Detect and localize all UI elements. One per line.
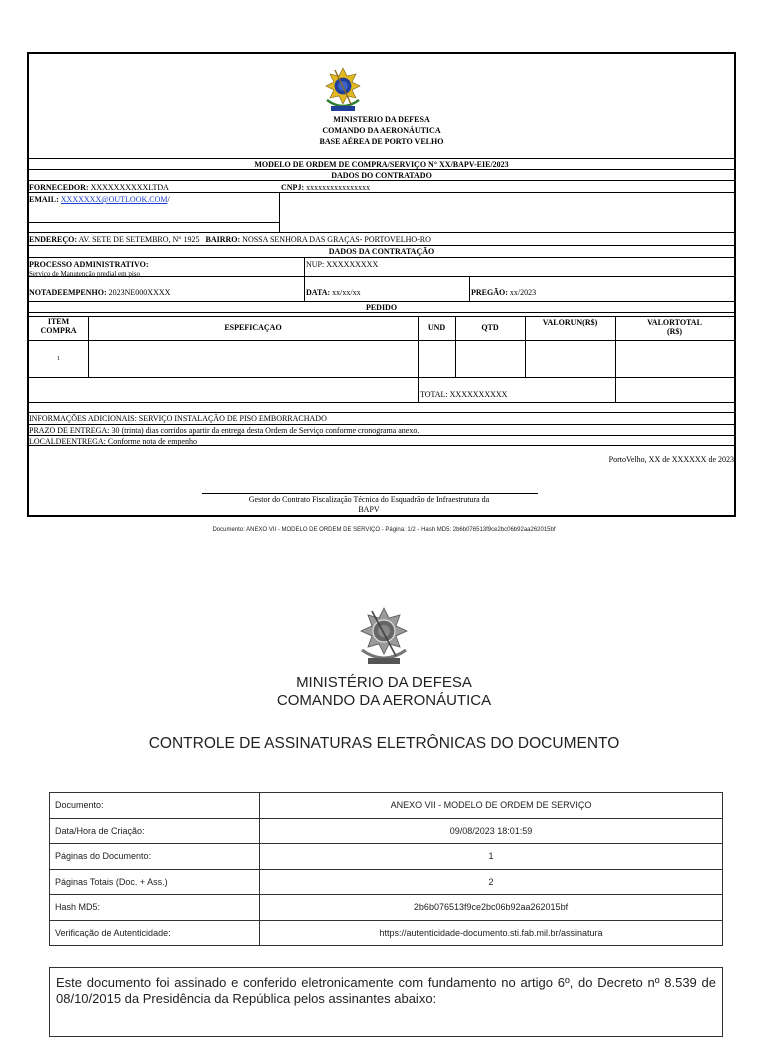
info-row: INFORMAÇÕES ADICIONAIS: SERVIÇO INSTALAÇÃO DE PISO EMBORRACHADO	[29, 414, 327, 423]
col-rs: (R$)	[666, 327, 683, 336]
p2-title: CONTROLE DE ASSINATURAS ELETRÔNICAS DO DOCUMENTO	[148, 735, 620, 752]
fornecedor-row: FORNECEDOR: XXXXXXXXXXLTDA	[29, 183, 169, 192]
table-row	[50, 844, 723, 870]
coat-of-arms-gray-icon	[356, 606, 412, 666]
purchase-order-form	[27, 52, 736, 517]
prazo-row: PRAZO DE ENTREGA: 30 (trinta) dias corridos apartir da entrega desta Ordem de Serviço conforme cronograma anexo.	[29, 426, 420, 435]
cnpj-row: CNPJ: xxxxxxxxxxxxxxxx	[281, 183, 371, 192]
header-line-2: COMANDO DA AERONÁUTICA	[322, 126, 441, 135]
legal-note: Este documento foi assinado e conferido eletronicamente com fundamento no artigo 6º, do Decreto nº 8.539 de 08/10/2015 da Presidência da República pelos assinantes abaixo:	[49, 967, 723, 1037]
table-row	[50, 920, 723, 946]
table-row	[50, 818, 723, 844]
row-label: Páginas Totais (Doc. + Ass.)	[50, 869, 260, 895]
col-especificacao: ESPEFICAÇAO	[224, 323, 282, 332]
row-label: Páginas do Documento:	[50, 844, 260, 870]
item-number: 1	[57, 356, 60, 362]
nup-row: NUP: XXXXXXXXX	[306, 260, 379, 269]
data-row: DATA: xx/xx/xx	[306, 288, 361, 297]
row-label: Verificação de Autenticidade:	[50, 920, 260, 946]
section-contratacao: DADOS DA CONTRATAÇÃO	[328, 247, 435, 256]
col-item: ITEM	[47, 317, 70, 326]
pregao-row: PREGÃO: xx/2023	[471, 288, 537, 297]
row-value: 2	[260, 869, 723, 895]
brazil-coat-of-arms-icon	[323, 66, 363, 114]
signature-control-table	[49, 792, 723, 946]
p2-command: COMANDO DA AERONÁUTICA	[276, 692, 492, 709]
section-contratado: DADOS DO CONTRATADO	[331, 171, 432, 180]
nota-empenho-row: NOTADEEMPENHO: 2023NE000XXXX	[29, 288, 171, 297]
email-link[interactable]: XXXXXXX@OUTLOOK.COM	[60, 195, 168, 204]
row-value: 2b6b076513f9ce2bc06b92aa262015bf	[260, 895, 723, 921]
row-label: Data/Hora de Criação:	[50, 818, 260, 844]
total-row: TOTAL: XXXXXXXXXX	[420, 390, 508, 399]
table-row	[50, 869, 723, 895]
table-row	[50, 895, 723, 921]
endereco-row: ENDEREÇO: AV. SETE DE SETEMBRO, N° 1925 BAIRRO: NOSSA SENHORA DAS GRAÇAS- PORTOVELHO-RO	[29, 235, 431, 244]
signature-line-2: BAPV	[358, 505, 380, 514]
row-value: 09/08/2023 18:01:59	[260, 818, 723, 844]
row-label: Documento:	[50, 793, 260, 819]
processo-label: PROCESSO ADMINISTRATIVO:	[29, 260, 149, 269]
row-value: ANEXO VII - MODELO DE ORDEM DE SERVIÇO	[260, 793, 723, 819]
col-qtd: QTD	[481, 323, 499, 332]
signature-line	[202, 493, 538, 494]
signature-line-1: Gestor do Contrato Fiscalização Técnica do Esquadrão de Infraestrutura da	[248, 495, 490, 504]
col-valorun: VALORUN(R$)	[542, 318, 598, 327]
page-footer: Documento: ANEXO VII - MODELO DE ORDEM DE SERVIÇO - Página: 1/2 - Hash MD5: 2b6b076513f9ce2bc06b92aa262015bf	[212, 527, 556, 533]
row-label: Hash MD5:	[50, 895, 260, 921]
form-title: MODELO DE ORDEM DE COMPRA/SERVIÇO N° XX/BAPV-EIE/2023	[254, 160, 509, 169]
place-date: PortoVelho, XX de XXXXXX de 2023	[608, 455, 734, 464]
row-value: 1	[260, 844, 723, 870]
local-row: LOCALDEENTREGA: Conforme nota de empenho	[29, 437, 197, 446]
p2-ministry: MINISTÉRIO DA DEFESA	[296, 674, 472, 691]
verification-link[interactable]: https://autenticidade-documento.sti.fab.mil.br/assinatura	[260, 920, 723, 946]
email-row: EMAIL: XXXXXXX@OUTLOOK.COM/	[29, 195, 170, 204]
table-row	[50, 793, 723, 819]
header-line-3: BASE AÉREA DE PORTO VELHO	[319, 137, 444, 146]
processo-desc: Serviço de Manutenção predial em piso	[29, 270, 140, 278]
section-pedido: PEDIDO	[365, 303, 398, 312]
col-compra: COMPRA	[40, 326, 77, 335]
col-valortotal: VALORTOTAL	[647, 318, 702, 327]
col-und: UND	[427, 323, 446, 332]
header-line-1: MINISTERIO DA DEFESA	[333, 115, 430, 124]
